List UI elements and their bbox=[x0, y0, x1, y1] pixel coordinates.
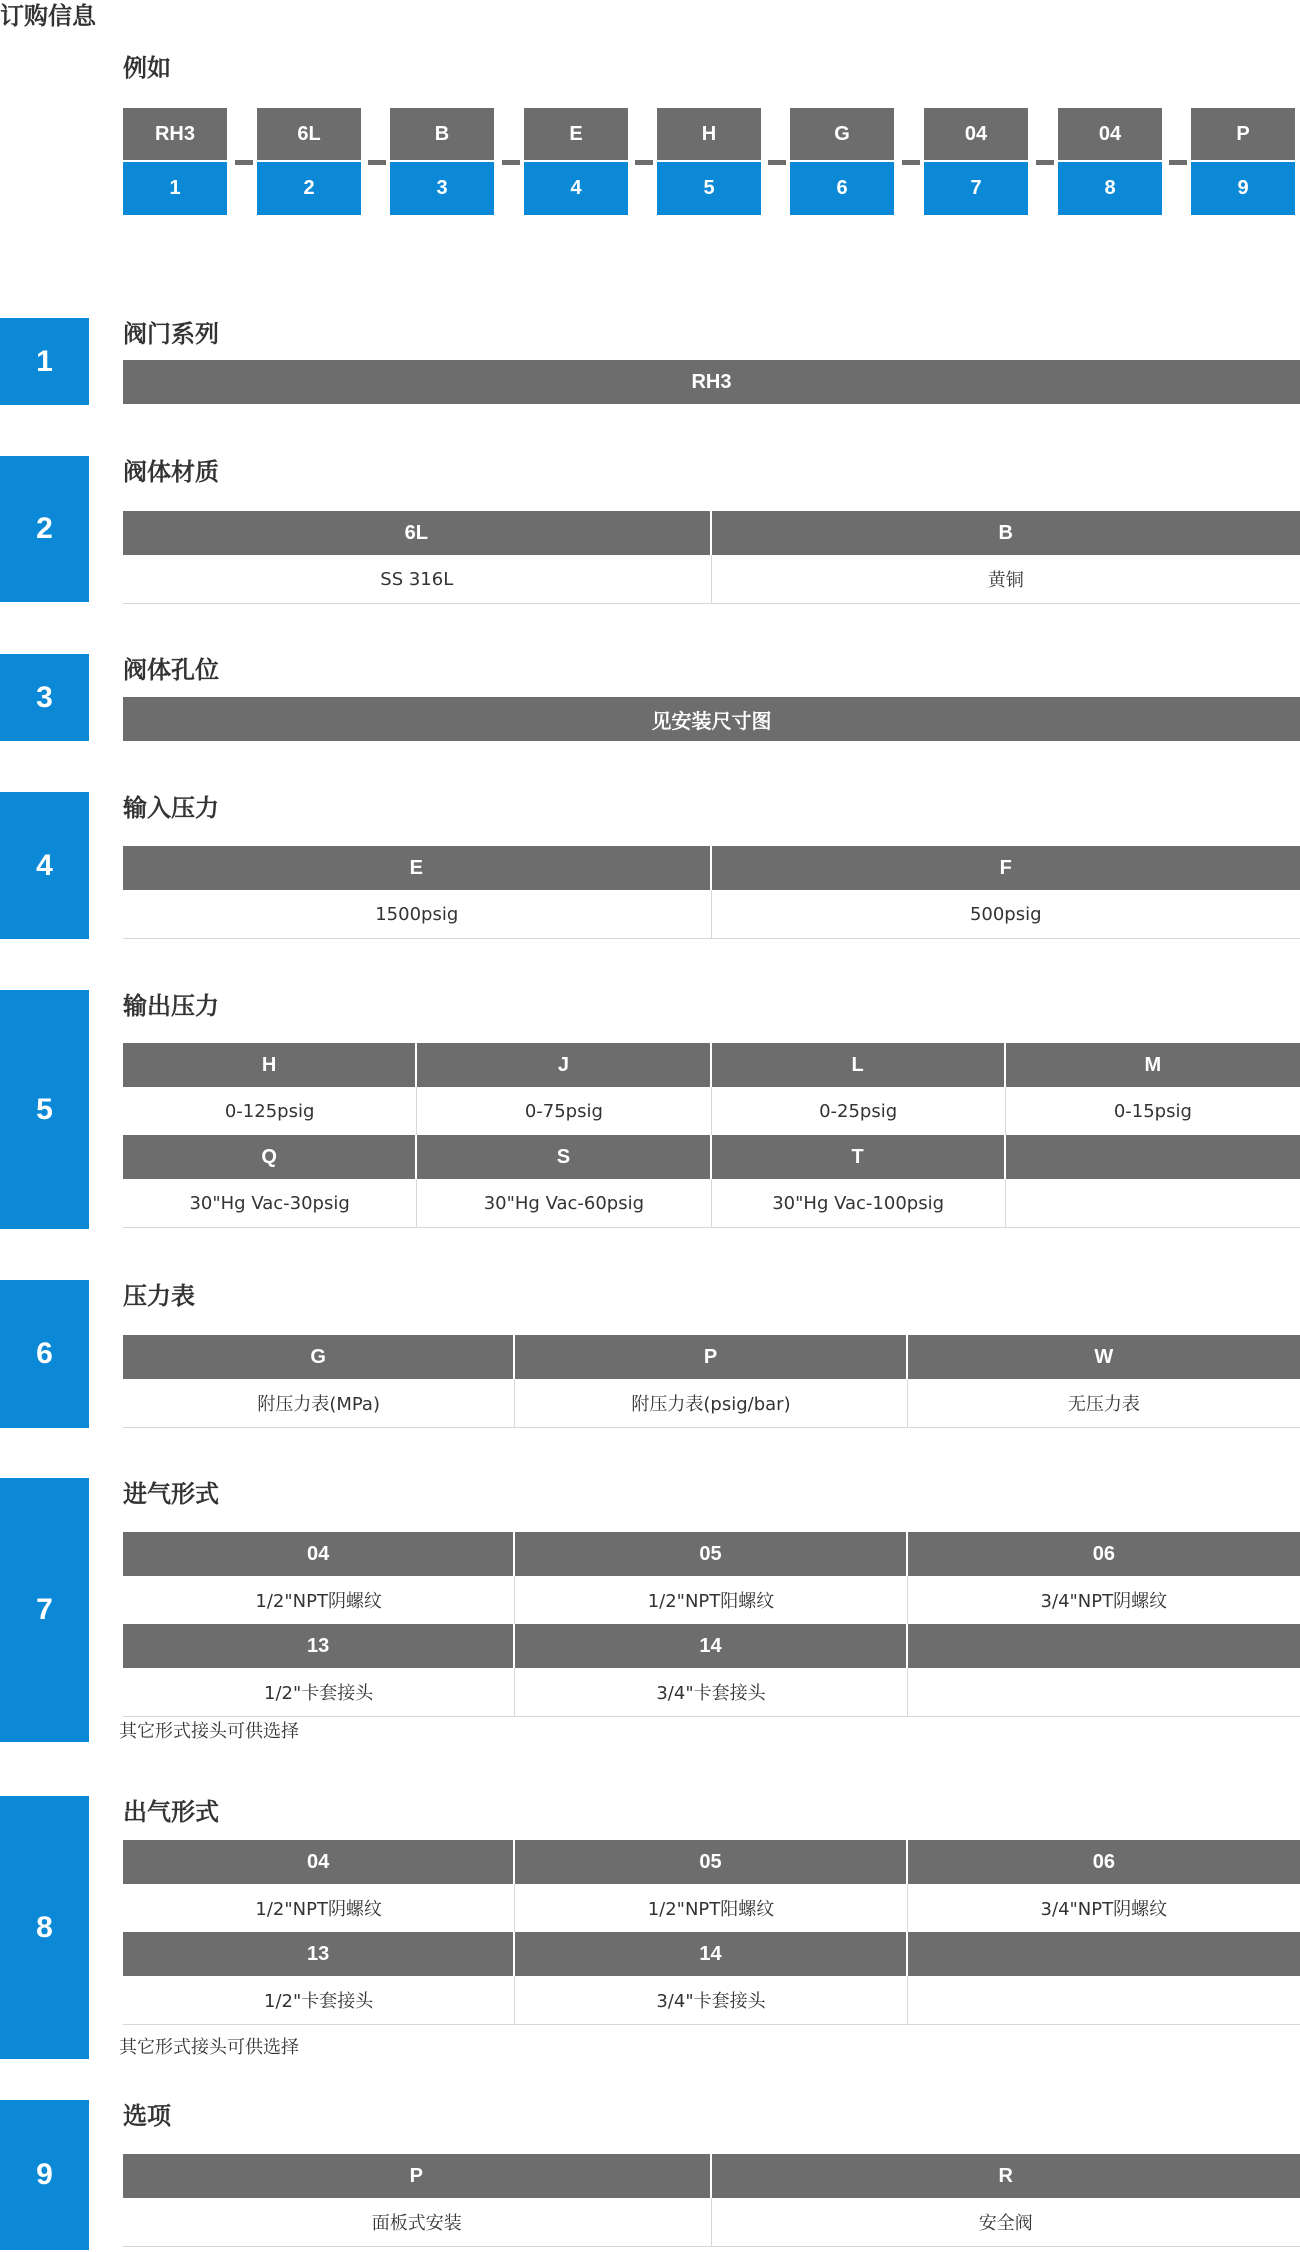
section-number-badge: 5 bbox=[0, 990, 89, 1229]
option-description-cell: 500psig bbox=[712, 890, 1300, 938]
option-code-cell: B bbox=[712, 511, 1300, 555]
section-title: 输出压力 bbox=[123, 992, 219, 1020]
option-description-cell bbox=[1006, 1179, 1300, 1227]
example-segment bbox=[1058, 108, 1162, 215]
option-description-cell: 3/4"NPT阴螺纹 bbox=[908, 1884, 1300, 1932]
section-number-badge: 4 bbox=[0, 792, 89, 939]
example-separator-dash bbox=[1169, 160, 1187, 165]
section-number-badge: 6 bbox=[0, 1280, 89, 1428]
example-separator-dash bbox=[902, 160, 920, 165]
option-description-cell: 1/2"NPT阳螺纹 bbox=[515, 1884, 907, 1932]
example-code: RH3 bbox=[123, 108, 227, 160]
option-code-cell: M bbox=[1006, 1043, 1300, 1087]
option-description-cell: 1/2"NPT阴螺纹 bbox=[123, 1884, 515, 1932]
option-description-cell bbox=[908, 1668, 1300, 1716]
option-table bbox=[123, 846, 1300, 939]
option-code-cell bbox=[908, 1624, 1300, 1668]
option-code-cell bbox=[908, 1932, 1300, 1976]
example-code: E bbox=[524, 108, 628, 160]
example-code: B bbox=[390, 108, 494, 160]
option-code-cell bbox=[1006, 1135, 1300, 1179]
section-number-badge: 9 bbox=[0, 2100, 89, 2250]
option-description-cell: 3/4"NPT阴螺纹 bbox=[908, 1576, 1300, 1624]
option-code-cell: P bbox=[515, 1335, 907, 1379]
section-title: 输入压力 bbox=[123, 794, 219, 822]
option-code-cell: P bbox=[123, 2154, 712, 2198]
option-description-cell: 0-15psig bbox=[1006, 1087, 1300, 1135]
section-title: 出气形式 bbox=[123, 1798, 219, 1826]
section-title: 选项 bbox=[123, 2102, 171, 2130]
option-description-cell: 1/2"卡套接头 bbox=[123, 1976, 515, 2024]
option-table bbox=[123, 1840, 1300, 2025]
option-code-cell: E bbox=[123, 846, 712, 890]
section-title: 阀体材质 bbox=[123, 458, 219, 486]
option-code-cell: 见安装尺寸图 bbox=[123, 697, 1300, 741]
option-code-cell: W bbox=[908, 1335, 1300, 1379]
page-title: 订购信息 bbox=[0, 2, 96, 30]
example-code: 04 bbox=[924, 108, 1028, 160]
example-segment bbox=[657, 108, 761, 215]
option-description-cell bbox=[908, 1976, 1300, 2024]
option-description-cell: 1/2"NPT阴螺纹 bbox=[123, 1576, 515, 1624]
option-code-cell: G bbox=[123, 1335, 515, 1379]
section-number-badge: 2 bbox=[0, 456, 89, 602]
option-description-cell: 3/4"卡套接头 bbox=[515, 1976, 907, 2024]
option-table bbox=[123, 1335, 1300, 1428]
option-table bbox=[123, 360, 1300, 404]
option-table bbox=[123, 511, 1300, 604]
option-code-cell: 05 bbox=[515, 1840, 907, 1884]
example-position-number: 7 bbox=[924, 162, 1028, 215]
option-code-cell: 13 bbox=[123, 1624, 515, 1668]
option-table bbox=[123, 1043, 1300, 1228]
section-note: 其它形式接头可供选择 bbox=[119, 1721, 299, 1742]
option-code-cell: S bbox=[417, 1135, 711, 1179]
example-separator-dash bbox=[1036, 160, 1054, 165]
section-title: 阀门系列 bbox=[123, 320, 219, 348]
option-description-cell: 1500psig bbox=[123, 890, 712, 938]
option-table bbox=[123, 697, 1300, 741]
section-number-badge: 8 bbox=[0, 1796, 89, 2059]
example-segment bbox=[1191, 108, 1295, 215]
option-code-cell: H bbox=[123, 1043, 417, 1087]
example-code: H bbox=[657, 108, 761, 160]
option-table bbox=[123, 1532, 1300, 1717]
section-title: 阀体孔位 bbox=[123, 656, 219, 684]
option-code-cell: 05 bbox=[515, 1532, 907, 1576]
example-segment bbox=[123, 108, 227, 215]
example-position-number: 8 bbox=[1058, 162, 1162, 215]
option-description-cell: 30"Hg Vac-60psig bbox=[417, 1179, 711, 1227]
option-description-cell: 附压力表(psig/bar) bbox=[515, 1379, 907, 1427]
example-position-number: 9 bbox=[1191, 162, 1295, 215]
section-number-badge: 7 bbox=[0, 1478, 89, 1742]
option-code-cell: 04 bbox=[123, 1532, 515, 1576]
option-code-cell: R bbox=[712, 2154, 1300, 2198]
example-label: 例如 bbox=[123, 54, 171, 82]
example-segment bbox=[924, 108, 1028, 215]
example-separator-dash bbox=[368, 160, 386, 165]
example-separator-dash bbox=[635, 160, 653, 165]
option-description-cell: 1/2"卡套接头 bbox=[123, 1668, 515, 1716]
option-description-cell: 30"Hg Vac-30psig bbox=[123, 1179, 417, 1227]
section-number-badge: 1 bbox=[0, 318, 89, 405]
option-description-cell: SS 316L bbox=[123, 555, 712, 603]
option-code-cell: 06 bbox=[908, 1532, 1300, 1576]
option-code-cell: 14 bbox=[515, 1932, 907, 1976]
example-segment bbox=[390, 108, 494, 215]
example-code: 6L bbox=[257, 108, 361, 160]
option-code-cell: 6L bbox=[123, 511, 712, 555]
option-code-cell: J bbox=[417, 1043, 711, 1087]
example-code: G bbox=[790, 108, 894, 160]
section-note: 其它形式接头可供选择 bbox=[119, 2037, 299, 2058]
section-title: 进气形式 bbox=[123, 1480, 219, 1508]
example-separator-dash bbox=[235, 160, 253, 165]
example-position-number: 5 bbox=[657, 162, 761, 215]
example-position-number: 4 bbox=[524, 162, 628, 215]
example-position-number: 2 bbox=[257, 162, 361, 215]
example-separator-dash bbox=[768, 160, 786, 165]
option-code-cell: Q bbox=[123, 1135, 417, 1179]
option-code-cell: F bbox=[712, 846, 1300, 890]
option-description-cell: 0-75psig bbox=[417, 1087, 711, 1135]
option-description-cell: 0-25psig bbox=[712, 1087, 1006, 1135]
option-description-cell: 1/2"NPT阳螺纹 bbox=[515, 1576, 907, 1624]
option-code-cell: 14 bbox=[515, 1624, 907, 1668]
example-segment bbox=[524, 108, 628, 215]
option-description-cell: 0-125psig bbox=[123, 1087, 417, 1135]
example-separator-dash bbox=[502, 160, 520, 165]
example-position-number: 1 bbox=[123, 162, 227, 215]
example-segment bbox=[790, 108, 894, 215]
example-position-number: 6 bbox=[790, 162, 894, 215]
option-code-cell: 04 bbox=[123, 1840, 515, 1884]
option-code-cell: T bbox=[712, 1135, 1006, 1179]
example-segment bbox=[257, 108, 361, 215]
option-description-cell: 附压力表(MPa) bbox=[123, 1379, 515, 1427]
option-description-cell: 无压力表 bbox=[908, 1379, 1300, 1427]
option-code-cell: L bbox=[712, 1043, 1006, 1087]
section-title: 压力表 bbox=[123, 1282, 195, 1310]
option-description-cell: 面板式安装 bbox=[123, 2198, 712, 2246]
example-code: 04 bbox=[1058, 108, 1162, 160]
option-description-cell: 3/4"卡套接头 bbox=[515, 1668, 907, 1716]
option-description-cell: 30"Hg Vac-100psig bbox=[712, 1179, 1006, 1227]
option-code-cell: RH3 bbox=[123, 360, 1300, 404]
section-number-badge: 3 bbox=[0, 654, 89, 741]
example-position-number: 3 bbox=[390, 162, 494, 215]
option-code-cell: 13 bbox=[123, 1932, 515, 1976]
option-description-cell: 安全阀 bbox=[712, 2198, 1300, 2246]
option-table bbox=[123, 2154, 1300, 2247]
option-description-cell: 黄铜 bbox=[712, 555, 1300, 603]
example-code: P bbox=[1191, 108, 1295, 160]
option-code-cell: 06 bbox=[908, 1840, 1300, 1884]
